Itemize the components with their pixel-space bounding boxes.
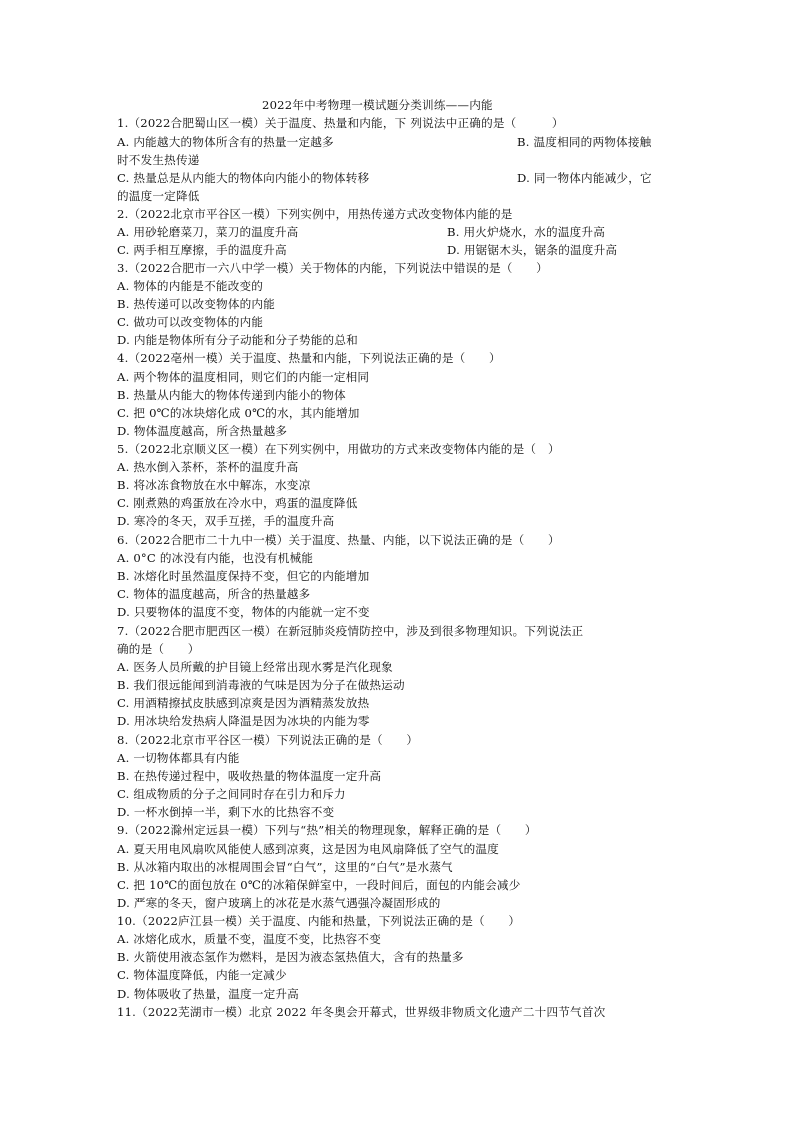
- question-6-stem: 6.（2022合肥市二十九中一模）关于温度、热量、内能，以下说法正确的是（ ）: [117, 533, 560, 547]
- question-1-option-d: D. 同一物体内能减少，它: [517, 171, 652, 185]
- question-9-option-c: C. 把 10℃的面包放在 0℃的冰箱保鲜室中，一段时间后，面包的内能会减少: [117, 878, 521, 892]
- question-3-option-d: D. 内能是物体所有分子动能和分子势能的总和: [117, 333, 358, 347]
- question-6-option-a: A. 0°C 的冰没有内能，也没有机械能: [117, 551, 314, 565]
- question-7-option-b: B. 我们很远能闻到消毒液的气味是因为分子在做热运动: [117, 678, 405, 692]
- question-6-option-d: D. 只要物体的温度不变，物体的内能就一定不变: [117, 605, 370, 619]
- question-8-option-b: B. 在热传递过程中，吸收热量的物体温度一定升高: [117, 769, 382, 783]
- question-7-stem: 7.（2022合肥市肥西区一模）在新冠肺炎疫情防控中，涉及到很多物理知识。下列说法正: [117, 624, 584, 638]
- question-3-option-b: B. 热传递可以改变物体的内能: [117, 297, 276, 311]
- question-8-stem: 8.（2022北京市平谷区一模）下列说法正确的是（ ）: [117, 733, 419, 747]
- question-8-option-c: C. 组成物质的分子之间同时存在引力和斥力: [117, 787, 346, 801]
- question-5-stem: 5.（2022北京顺义区一模）在下列实例中，用做功的方式来改变物体内能的是（ ）: [117, 442, 560, 456]
- question-7-option-d: D. 用冰块给发热病人降温是因为冰块的内能为零: [117, 714, 370, 728]
- question-5-option-b: B. 将冰冻食物放在水中解冻，水变凉: [117, 478, 311, 492]
- question-1-option-b: B. 温度相同的两物体接触: [517, 135, 652, 149]
- question-4-stem: 4.（2022亳州一模）关于温度、热量和内能，下列说法正确的是（ ）: [117, 351, 501, 365]
- question-2-option-c: C. 两手相互摩擦，手的温度升高: [117, 243, 287, 257]
- question-3-option-a: A. 物体的内能是不能改变的: [117, 279, 264, 293]
- question-9-option-d: D. 严寒的冬天，窗户玻璃上的冰花是水蒸气遇强冷凝固形成的: [117, 896, 441, 910]
- question-9-option-a: A. 夏天用电风扇吹风能使人感到凉爽，这是因为电风扇降低了空气的温度: [117, 842, 499, 856]
- question-2-option-a: A. 用砂轮磨菜刀，菜刀的温度升高: [117, 225, 299, 239]
- question-7-option-c: C. 用酒精擦拭皮肤感到凉爽是因为酒精蒸发放热: [117, 696, 370, 710]
- question-3-stem: 3.（2022合肥市一六八中学一模）关于物体的内能，下列说法中错误的是（ ）: [117, 261, 548, 275]
- question-8-option-a: A. 一切物体都具有内能: [117, 751, 240, 765]
- question-1-option-a: A. 内能越大的物体所含有的热量一定越多: [117, 135, 334, 149]
- question-10-stem: 10.（2022庐江县一模）关于温度、内能和热量，下列说法正确的是（ ）: [117, 914, 521, 928]
- question-4-option-b: B. 热量从内能大的物体传递到内能小的物体: [117, 388, 346, 402]
- question-5-option-d: D. 寒冷的冬天，双手互搓，手的温度升高: [117, 514, 335, 528]
- question-4-option-c: C. 把 0℃的冰块熔化成 0℃的水，其内能增加: [117, 406, 360, 420]
- question-10-option-b: B. 火箭使用液态氢作为燃料，是因为液态氢热值大，含有的热量多: [117, 950, 464, 964]
- question-3-option-c: C. 做功可以改变物体的内能: [117, 315, 264, 329]
- question-7-stem-continued: 确的是（ ）: [117, 642, 200, 656]
- question-2-stem: 2.（2022北京市平谷区一模）下列实例中，用热传递方式改变物体内能的是: [117, 207, 513, 221]
- question-1-option-c: C. 热量总是从内能大的物体向内能小的物体转移: [117, 171, 370, 185]
- question-6-option-c: C. 物体的温度越高，所含的热量越多: [117, 587, 311, 601]
- question-5-option-c: C. 刚煮熟的鸡蛋放在冷水中，鸡蛋的温度降低: [117, 496, 358, 510]
- question-11-stem: 11.（2022芜湖市一模）北京 2022 年冬奥会开幕式，世界级非物质文化遗产二十四节气首次: [117, 1005, 606, 1019]
- question-7-option-a: A. 医务人员所戴的护目镜上经常出现水雾是汽化现象: [117, 660, 393, 674]
- question-10-option-a: A. 冰熔化成水，质量不变，温度不变，比热容不变: [117, 932, 382, 946]
- question-2-option-b: B. 用火炉烧水，水的温度升高: [447, 225, 606, 239]
- question-1-option-b-continued: 时不发生热传递: [117, 153, 200, 167]
- question-9-stem: 9.（2022滁州定远县一模）下列与“热”相关的物理现象，解释正确的是（ ）: [117, 823, 537, 837]
- question-4-option-a: A. 两个物体的温度相同，则它们的内能一定相同: [117, 370, 370, 384]
- question-1-option-d-continued: 的温度一定降低: [117, 189, 200, 203]
- question-10-option-c: C. 物体温度降低，内能一定减少: [117, 968, 287, 982]
- question-10-option-d: D. 物体吸收了热量，温度一定升高: [117, 987, 299, 1001]
- question-2-option-d: D. 用锯锯木头，锯条的温度升高: [447, 243, 618, 257]
- question-9-option-b: B. 从冰箱内取出的冰棍周围会冒“白气”，这里的“白气”是水蒸气: [117, 860, 453, 874]
- question-5-option-a: A. 热水倒入茶杯，茶杯的温度升高: [117, 460, 299, 474]
- question-8-option-d: D. 一杯水倒掉一半，剩下水的比热容不变: [117, 805, 335, 819]
- question-6-option-b: B. 冰熔化时虽然温度保持不变，但它的内能增加: [117, 569, 370, 583]
- document-title: 2022年中考物理一模试题分类训练——内能: [262, 98, 493, 112]
- question-4-option-d: D. 物体温度越高，所含热量越多: [117, 424, 288, 438]
- question-1-stem: 1.（2022合肥蜀山区一模）关于温度、热量和内能，下 列说法中正确的是（ ）: [117, 116, 564, 130]
